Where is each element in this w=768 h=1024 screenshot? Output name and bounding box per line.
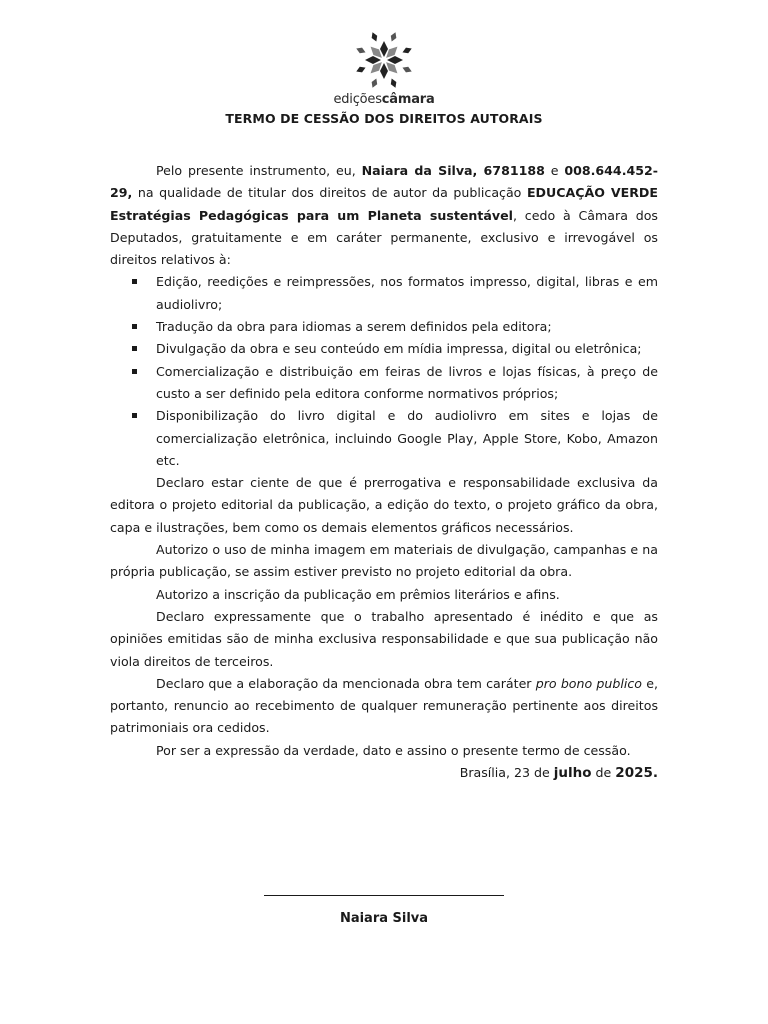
rights-list — [110, 271, 658, 472]
bullet-icon — [132, 324, 137, 329]
paragraph-image-use: Autorizo o uso de minha imagem em materiais de divulgação, campanhas e na própria publicação, se assim estiver previsto no projeto editorial da obra. — [110, 542, 658, 580]
bullet-icon — [132, 369, 137, 374]
logo-text-light: edições — [333, 92, 382, 107]
list-item-text: Disponibilização do livro digital e do audiolivro em sites e lojas de comercialização eletrônica, incluindo Google Play, Apple Store, Kobo, Amazon etc. — [156, 408, 658, 468]
paragraph-closing: Por ser a expressão da verdade, dato e assino o presente termo de cessão. — [156, 742, 631, 758]
date-line — [110, 762, 658, 784]
author-name-id: Naiara da Silva, 6781188 — [361, 163, 545, 178]
list-item — [110, 316, 658, 338]
document-body — [110, 160, 658, 784]
intro-text-4: , cedo à Câmara dos Deputados, gratuitamente e em caráter permanente, exclusivo e irrevogável os direitos relativos à: — [110, 207, 658, 268]
date-month: julho — [553, 765, 592, 782]
signatory-name: Naiara Silva — [339, 911, 429, 926]
pro-bono-text-1: Declaro que a elaboração da mencionada obra tem caráter — [156, 675, 536, 691]
intro-text-1: Pelo presente instrumento, eu, — [156, 163, 362, 178]
list-item — [110, 361, 658, 406]
logo-mark-icon — [349, 28, 419, 92]
logo-wordmark — [333, 92, 435, 108]
paragraph-originality: Declaro expressamente que o trabalho apresentado é inédito e que as opiniões emitidas são de minha exclusiva responsabilidade e que sua publicação não viola direitos de terceiros. — [110, 608, 658, 669]
list-item-text: Edição, reedições e reimpressões, nos formatos impresso, digital, libras e em audiolivro; — [156, 274, 658, 312]
publication-title: EDUCAÇÃO VERDE Estratégias Pedagógicas para um Planeta sustentável — [110, 185, 658, 223]
signature-line — [264, 895, 504, 896]
list-item-text: Tradução da obra para idiomas a serem definidos pela editora; — [156, 319, 552, 335]
paragraph-pro-bono — [110, 673, 658, 740]
list-item-text: Comercialização e distribuição em feiras de livros e lojas físicas, à preço de custo a ser definido pela editora conforme normativos próprios; — [156, 363, 658, 401]
date-prefix: Brasília, 23 de — [459, 765, 554, 781]
logo-text-bold: câmara — [381, 92, 435, 107]
date-year: 2025. — [615, 765, 658, 782]
list-item-text: Divulgação da obra e seu conteúdo em mídia impressa, digital ou eletrônica; — [156, 341, 642, 357]
intro-paragraph — [110, 160, 658, 271]
bullet-icon — [132, 413, 137, 418]
bullet-icon — [132, 279, 137, 284]
intro-text-2: e — [544, 163, 565, 178]
paragraph-awards: Autorizo a inscrição da publicação em prêmios literários e afins. — [156, 586, 560, 602]
author-cpf: 008.644.452-29, — [110, 163, 658, 201]
pro-bono-italic: pro bono publico — [535, 675, 643, 691]
document-title: TERMO DE CESSÃO DOS DIREITOS AUTORAIS — [225, 111, 543, 126]
date-middle: de — [591, 765, 616, 781]
bullet-icon — [132, 346, 137, 351]
paragraph-editorial: Declaro estar ciente de que é prerrogativa e responsabilidade exclusiva da editora o projeto editorial da publicação, a edição do texto, o projeto gráfico da obra, capa e ilustrações, bem como os demais elementos gráficos necessários. — [110, 475, 658, 535]
list-item — [110, 405, 658, 472]
publisher-logo — [333, 28, 435, 108]
list-item — [110, 271, 658, 316]
list-item — [110, 338, 658, 360]
pro-bono-text-2: e, portanto, renuncio ao recebimento de qualquer remuneração pertinente aos direitos patrimoniais ora cedidos. — [110, 675, 659, 736]
intro-text-3: na qualidade de titular dos direitos de autor da publicação — [132, 185, 527, 201]
